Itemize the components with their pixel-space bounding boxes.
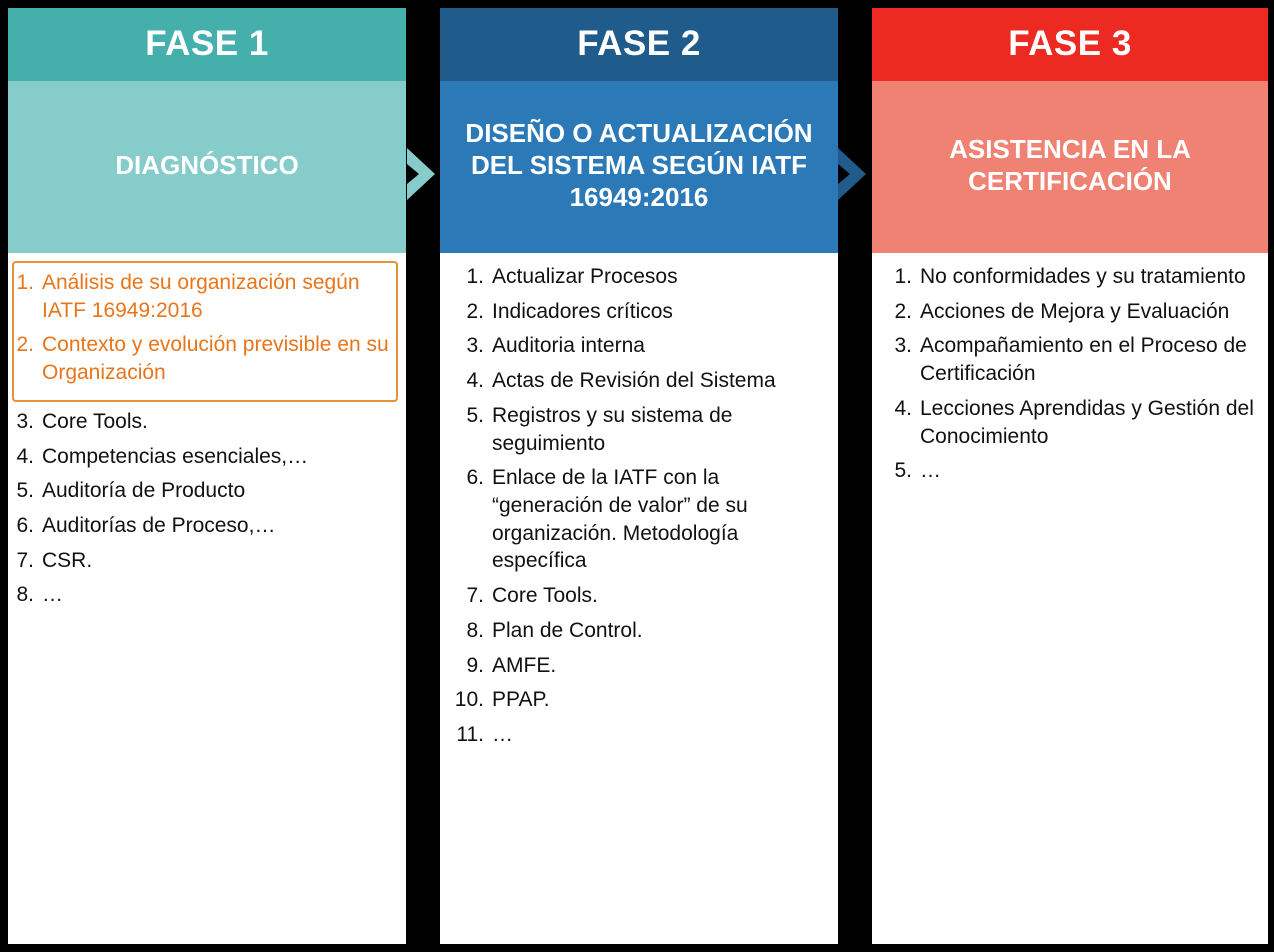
phase-1-title: FASE 1: [8, 8, 406, 81]
phase-column-2: [440, 8, 838, 944]
chevron-right-icon: [836, 146, 876, 202]
list-item: [16, 269, 392, 324]
list-item-number: 5.: [466, 403, 484, 427]
list-item-label: Auditoria interna: [492, 334, 645, 358]
list-item: [454, 332, 830, 360]
list-item-number: 3.: [894, 334, 912, 358]
phase-3-title: FASE 3: [872, 8, 1268, 81]
list-item-label: Acompañamiento en el Proceso de Certificación: [920, 334, 1247, 386]
list-item-label: Plan de Control.: [492, 618, 643, 642]
list-item: [16, 408, 398, 436]
list-item-label: Análisis de su organización según IATF 16949:2016: [42, 271, 360, 322]
list-item-number: 1.: [894, 265, 912, 288]
list-item-number: 1.: [16, 271, 34, 294]
list-item: [886, 263, 1260, 291]
list-item: [16, 443, 398, 471]
list-item-label: Actas de Revisión del Sistema: [492, 369, 776, 393]
list-item-label: PPAP.: [492, 688, 550, 712]
list-item: [16, 477, 398, 505]
list-item: [454, 582, 830, 610]
list-item: [454, 617, 830, 645]
list-item: [886, 395, 1260, 450]
list-item-number: 2.: [466, 299, 484, 323]
list-item-label: Registros y su sistema de seguimiento: [492, 403, 733, 455]
list-item-number: 5.: [16, 479, 34, 503]
list-item-number: 3.: [466, 334, 484, 358]
list-item-label: Actualizar Procesos: [492, 265, 678, 288]
list-item-number: 4.: [894, 396, 912, 420]
phase-1-highlighted-list: [16, 269, 392, 387]
phase-column-1: [8, 8, 406, 944]
list-item-number: 9.: [466, 653, 484, 677]
arrow-phase2-to-phase3: [836, 146, 876, 202]
list-item-label: Lecciones Aprendidas y Gestión del Conocimiento: [920, 396, 1254, 448]
phase-1-subtitle: DIAGNÓSTICO: [8, 81, 406, 253]
list-item: [16, 581, 398, 609]
list-item-number: 2.: [16, 333, 34, 357]
list-item-number: 4.: [16, 444, 34, 468]
list-item-number: 11.: [456, 723, 484, 747]
list-item: [454, 464, 830, 575]
list-item-label: No conformidades y su tratamiento: [920, 265, 1246, 288]
list-item: [454, 686, 830, 714]
phase-1-content: [8, 253, 406, 944]
phase-column-3: [872, 8, 1268, 944]
phase-2-content: [440, 253, 838, 944]
list-item-label: Contexto y evolución previsible en su Organización: [42, 333, 389, 385]
list-item-number: 7.: [466, 584, 484, 608]
list-item: [886, 332, 1260, 387]
list-item-number: 6.: [16, 514, 34, 538]
list-item: [454, 402, 830, 457]
list-item-label: Auditorías de Proceso,…: [42, 514, 276, 538]
list-item-number: 2.: [894, 299, 912, 323]
list-item-number: 8.: [16, 583, 34, 607]
list-item-label: …: [42, 583, 63, 607]
list-item-number: 7.: [16, 548, 34, 572]
phase-2-list: [454, 263, 830, 749]
list-item-label: CSR.: [42, 548, 93, 572]
list-item: [454, 298, 830, 326]
phase-2-title: FASE 2: [440, 8, 838, 81]
list-item-label: …: [920, 459, 941, 483]
list-item: [454, 367, 830, 395]
list-item-number: 1.: [466, 265, 484, 288]
list-item-number: 10.: [454, 688, 484, 712]
list-item-number: 4.: [466, 369, 484, 393]
phase-2-subtitle: DISEÑO O ACTUALIZACIÓN DEL SISTEMA SEGÚN IATF 16949:2016: [440, 81, 838, 253]
phase-3-subtitle: ASISTENCIA EN LA CERTIFICACIÓN: [872, 81, 1268, 253]
list-item-label: …: [492, 723, 513, 747]
list-item: [16, 331, 392, 386]
list-item: [886, 457, 1260, 485]
phase-1-list: [16, 408, 398, 609]
list-item-label: Acciones de Mejora y Evaluación: [920, 299, 1230, 323]
list-item: [16, 512, 398, 540]
list-item-label: Auditoría de Producto: [42, 479, 246, 503]
list-item-number: 3.: [16, 409, 34, 433]
list-item-number: 5.: [894, 459, 912, 483]
phase-3-list: [886, 263, 1260, 485]
list-item-label: Competencias esenciales,…: [42, 444, 309, 468]
list-item-label: AMFE.: [492, 653, 557, 677]
list-item-number: 6.: [466, 466, 484, 490]
phase-3-content: [872, 253, 1268, 944]
list-item: [16, 547, 398, 575]
phase-1-highlighted-group: [12, 261, 398, 402]
arrow-phase1-to-phase2: [405, 146, 445, 202]
list-item-number: 8.: [466, 618, 484, 642]
list-item-label: Core Tools.: [492, 584, 598, 608]
list-item: [454, 652, 830, 680]
chevron-right-icon: [405, 146, 445, 202]
list-item-label: Enlace de la IATF con la “generación de valor” de su organización. Metodología específica: [492, 466, 748, 573]
list-item-label: Indicadores críticos: [492, 299, 673, 323]
list-item: [454, 721, 830, 749]
list-item: [886, 298, 1260, 326]
list-item: [454, 263, 830, 291]
list-item-label: Core Tools.: [42, 409, 148, 433]
